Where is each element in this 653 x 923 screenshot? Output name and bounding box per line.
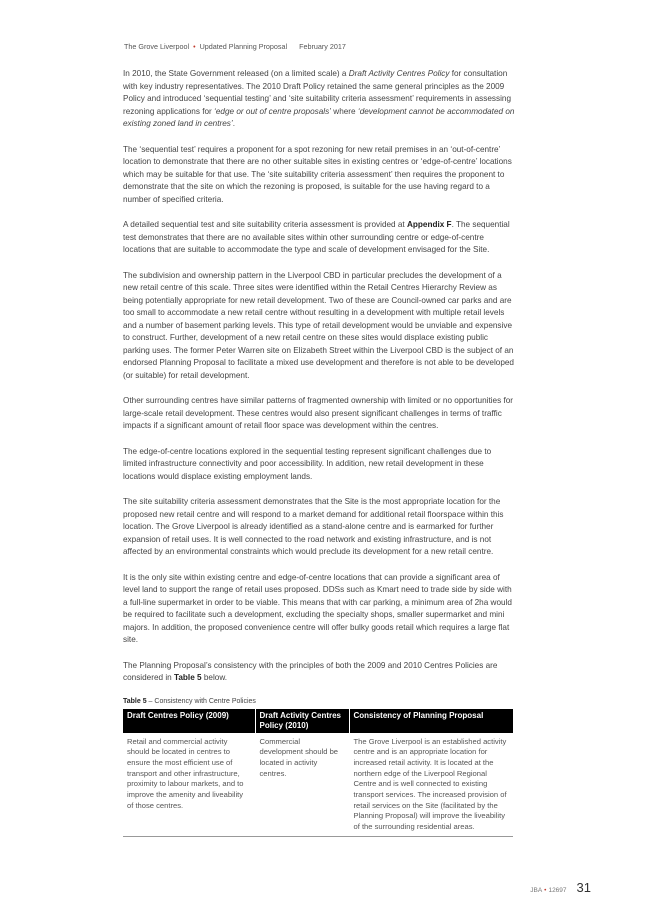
paragraph-6: The edge-of-centre locations explored in the sequential testing represent significant challenges due to limited infrastructure connectivity and poor accessibility. In addition, new retail development in these locations would displace existing employment lands.	[123, 446, 492, 481]
page-number: 31	[576, 880, 591, 895]
table-cell: Commercial development should be located in activity centres.	[255, 733, 349, 837]
table-row	[123, 733, 513, 837]
column-header: Consistency of Planning Proposal	[349, 709, 513, 733]
page-body	[123, 68, 517, 837]
page-footer	[530, 880, 591, 895]
table-reference: Table 5	[173, 673, 202, 682]
paragraph-8: It is the only site within existing centre and edge-of-centre locations that can provide a significant area of level land to support the range of retail uses proposed. DDSs such as Kmart need to trade side by side with a full-line supermarket in order to be viable. This means that with car parking, a minimum area of 2ha would be required to facilitate such a development, excluding the specialty shops, smaller supermarket and mini majors. In addition, the proposed convenience centre will offer bulky goods retail which requires a large flat site.	[123, 572, 512, 644]
table-caption: Table 5 – Consistency with Centre Policies	[123, 697, 256, 705]
paragraph-2: The ‘sequential test’ requires a proponent for a spot rezoning for new retail premises in an ‘out-of-centre’ location to demonstrate that there are no other suitable sites in existing centres or ‘edge-of-centre’ locations which may be suitable for that use. The ‘site suitability criteria assessment’ then requires the proponent to demonstrate that the site on which the rezoning is proposed, is suitable for the use having regard to a number of specified criteria.	[123, 144, 512, 204]
paragraph-4: The subdivision and ownership pattern in the Liverpool CBD in particular precludes the development of a new retail centre of this scale. Three sites were identified within the Retail Centres Hierarchy Review as being potentially appropriate for new retail development. Two of these are Council-owned car parks and are too small to accommodate a new retail centre without resulting in a development with multiple retail levels and a number of basement parking levels. This type of retail development would be unviable and expensive to construct. Further, development of a new retail centre on these sites would displace existing public parking uses. The former Peter Warren site on Elizabeth Street within the Liverpool CBD is the subject of an endorsed Planning Proposal to facilitate a mixed use development and therefore is not able to be developed (or suitable) for retail development.	[123, 270, 514, 380]
header-separator: •	[193, 44, 196, 51]
paragraph-1: In 2010, the State Government released (on a limited scale) a Draft Activity Centres Policy for consultation with key industry representatives. The 2010 Draft Policy retained the same general principles as the 2009 Policy and introduced ‘sequential testing’ and ‘site suitability criteria assessment’ requirements in assessing rezoning applications for ‘edge or out of centre proposals’ where ‘development cannot be accommodated on existing zoned land in centres’.	[123, 69, 515, 128]
header-doc-subtitle: Updated Planning Proposal	[199, 42, 288, 51]
consistency-table	[123, 709, 513, 837]
table-cell: Retail and commercial activity should be located in centres to ensure the most efficient use of transport and other infrastructure, proximity to labour markets, and to improve the amenity and liveability of those centres.	[123, 733, 255, 837]
appendix-reference: Appendix F	[406, 220, 452, 229]
paragraph-3: A detailed sequential test and site suitability criteria assessment is provided at Appendix F. The sequential test demonstrates that there are no available sites within other surrounding centre or edge-of-centre locations that are suitable to accommodate the type and scale of development envisaged for the Site.	[123, 220, 510, 254]
running-header	[124, 42, 346, 51]
paragraph-7: The site suitability criteria assessment demonstrates that the Site is the most appropriate location for the proposed new retail centre and will respond to a market demand for additional retail floorspace within this location. The Grove Liverpool is already identified as a stand-alone centre and is earmarked for further expansion of retail uses. It is well connected to the road network and existing infrastructure, and is not affected by an environmental constraints which would preclude its development for a new retail centre.	[123, 497, 504, 556]
header-date: February 2017	[299, 42, 346, 51]
footer-reference: JBA • 12697	[530, 887, 567, 894]
table-header-row	[123, 709, 513, 733]
column-header: Draft Activity Centres Policy (2010)	[255, 709, 349, 733]
table-cell: The Grove Liverpool is an established activity centre and is an appropriate location for increased retail activity. It is located at the northern edge of the Liverpool Regional Centre and is well connected to existing transport services. The increased provision of retail services on the Site (facilitated by the Planning Proposal) will improve the liveability of the surrounding residential areas.	[349, 733, 513, 837]
paragraph-5: Other surrounding centres have similar patterns of fragmented ownership with limited or no opportunities for large-scale retail development. These centres would also present significant challenges in terms of traffic impacts if a significant amount of retail floor space was development within the centres.	[123, 396, 514, 430]
paragraph-9: The Planning Proposal’s consistency with the principles of both the 2009 and 2010 Centres Policies are considered in Table 5 below.	[123, 660, 498, 682]
header-doc-title: The Grove Liverpool	[124, 42, 190, 51]
column-header: Draft Centres Policy (2009)	[123, 709, 255, 733]
